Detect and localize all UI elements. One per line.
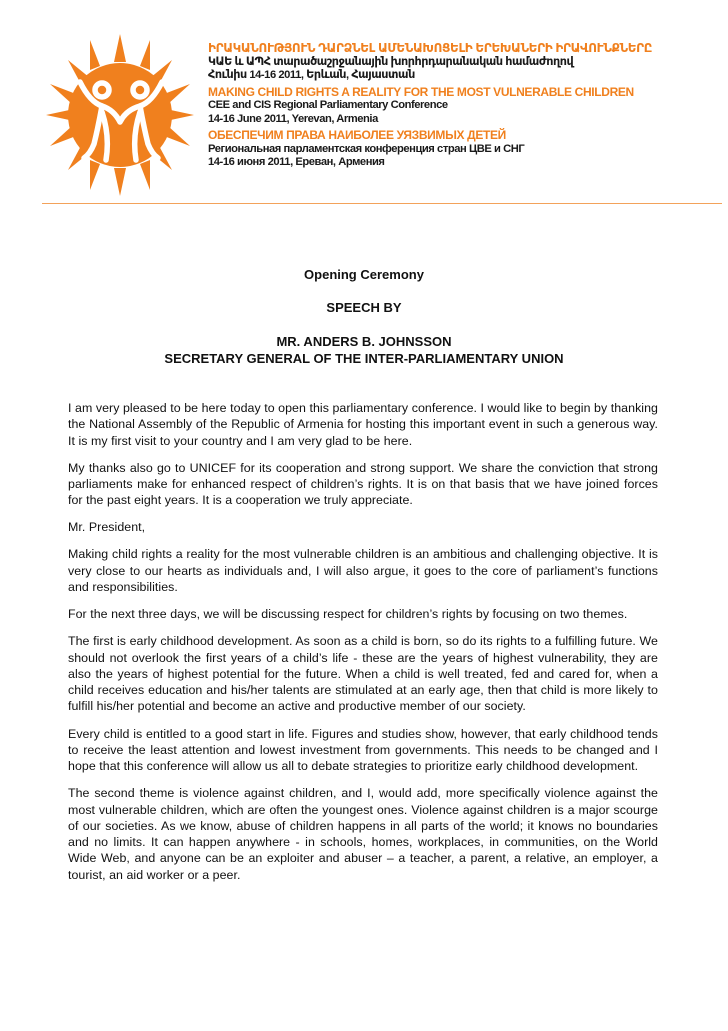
armenian-date: Հունիս 14-16 2011, Երևան, Հայաստան xyxy=(208,69,415,81)
paragraph: My thanks also go to UNICEF for its cooperation and strong support. We share the conviction that strong parliaments make for enhanced respect of children’s rights. It is on that basis that we have joined forces for the past eight years. It is a cooperation we truly appreciate. xyxy=(68,460,658,508)
speech-body xyxy=(68,400,658,894)
conference-sun-logo xyxy=(44,32,196,198)
event-title: Opening Ceremony xyxy=(304,267,424,282)
header-divider xyxy=(42,203,722,204)
conference-header xyxy=(208,42,718,170)
armenian-title: ԻՐԱԿԱՆՈՒԹՅՈՒՆ ԴԱՐՁՆԵԼ ԱՄԵՆԱԽՈՑԵԼԻ ԵՐԵԽԱՆԵՐԻ ԻՐԱՎՈՒՆՔՆԵՐԸ xyxy=(208,41,653,55)
english-date: 14-16 June 2011, Yerevan, Armenia xyxy=(208,112,378,125)
paragraph: I am very pleased to be here today to open this parliamentary conference. I would like to begin by thanking the National Assembly of the Republic of Armenia for hosting this important event in such a generous way. It is my first visit to your country and I am very glad to be here. xyxy=(68,401,658,448)
russian-date: 14-16 июня 2011, Ереван, Армения xyxy=(208,156,385,168)
paragraph: The first is early childhood development. As soon as a child is born, so do its rights to a fulfilling future. We should not overlook the first years of a child’s life - these are the years of highest vulnerability, they are also the years of highest potential for the future. When a child is well treated, fed and cared for, when a child receives education and his/her talents are stimulated at an early age, then that child is more likely to fulfill his/her potential and become an active and productive member of our society. xyxy=(68,634,658,714)
armenian-conference: ԿԱԵ և ԱՊՀ տարածաշրջանային խորհրդարանական համաժողով xyxy=(208,55,574,68)
paragraph: For the next three days, we will be discussing respect for children’s rights by focusing on two themes. xyxy=(68,607,628,622)
salutation: Mr. President, xyxy=(68,520,146,535)
paragraph: Making child rights a reality for the most vulnerable children is an ambitious and challenging objective. It is very close to our hearts as individuals and, I will also argue, it goes to the core of parliament’s functions and responsibilities. xyxy=(68,547,658,595)
russian-conference: Региональная парламентская конференция стран ЦВЕ и СНГ xyxy=(208,142,525,155)
russian-title: ОБЕСПЕЧИМ ПРАВА НАИБОЛЕЕ УЯЗВИМЫХ ДЕТЕЙ xyxy=(208,128,506,142)
paragraph: Every child is entitled to a good start in life. Figures and studies show, however, that early childhood tends to receive the least attention and lowest investment from governments. This needs to be changed and I hope that this conference will allow us all to debate strategies to prioritize early childhood development. xyxy=(68,726,658,774)
speech-by-label: SPEECH BY xyxy=(326,300,402,315)
english-conference: CEE and CIS Regional Parliamentary Conference xyxy=(208,99,448,111)
speaker-role: SECRETARY GENERAL OF THE INTER-PARLIAMENTARY UNION xyxy=(164,351,564,366)
english-title: MAKING CHILD RIGHTS A REALITY FOR THE MOST VULNERABLE CHILDREN xyxy=(208,84,634,99)
paragraph: The second theme is violence against children, and I, would add, more specifically violence against the most vulnerable children, which are often the youngest ones. Violence against children is a major scourge of our societies. As we know, abuse of children happens in all parts of the world; it knows no boundaries and no limits. It can happen anywhere - in schools, homes, workplaces, in communities, on the World Wide Web, and anyone can be an exploiter and abuser – a teacher, a parent, a relative, an employer, a tourist, an aid worker or a peer. xyxy=(68,786,658,882)
speaker-name: MR. ANDERS B. JOHNSSON xyxy=(276,334,452,349)
